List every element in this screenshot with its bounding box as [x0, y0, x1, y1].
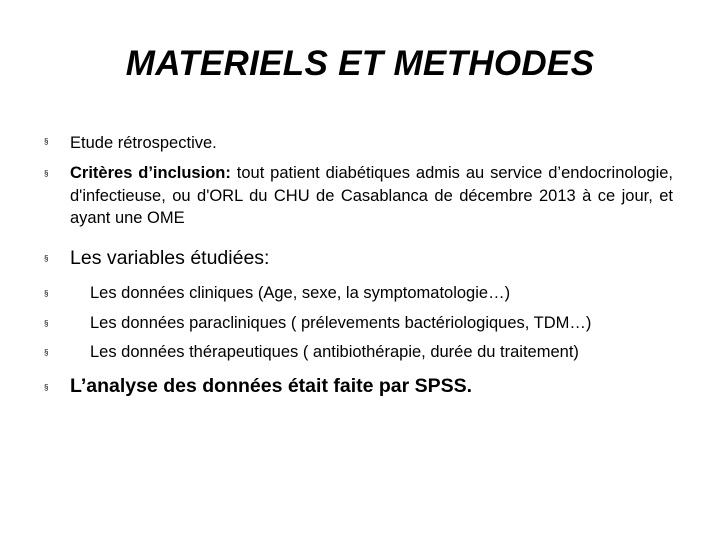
variable-clinical: Les données cliniques (Age, sexe, la symptomatologie…)	[90, 284, 511, 302]
bullet-marker: §	[44, 137, 49, 146]
bullet-marker: §	[44, 319, 49, 328]
inclusion-label: Critères d’inclusion:	[70, 164, 231, 182]
bullet-marker: §	[44, 289, 49, 298]
bullet-inclusion-criteria	[70, 162, 673, 230]
analysis-statement: L’analyse des données était faite par SPSS.	[70, 375, 473, 397]
bullet-marker: §	[44, 383, 49, 392]
inclusion-text: tout patient diabétiques admis au service d’endocrinologie, d'infectieuse, ou d'ORL du CHU de Casablanca de décembre 2013 à ce jour, et ayant une OME	[70, 164, 674, 227]
slide-title: MATERIELS ET METHODES	[125, 44, 595, 83]
bullet-marker: §	[44, 169, 49, 178]
bullet-marker: §	[44, 254, 49, 263]
bullet-marker: §	[44, 348, 49, 357]
bullet-study-type: Etude rétrospective.	[70, 134, 217, 152]
variable-paraclinical: Les données paracliniques ( prélevements bactériologiques, TDM…)	[90, 314, 592, 332]
variable-therapeutic: Les données thérapeutiques ( antibiothérapie, durée du traitement)	[90, 343, 579, 361]
variables-heading: Les variables étudiées:	[70, 247, 270, 269]
